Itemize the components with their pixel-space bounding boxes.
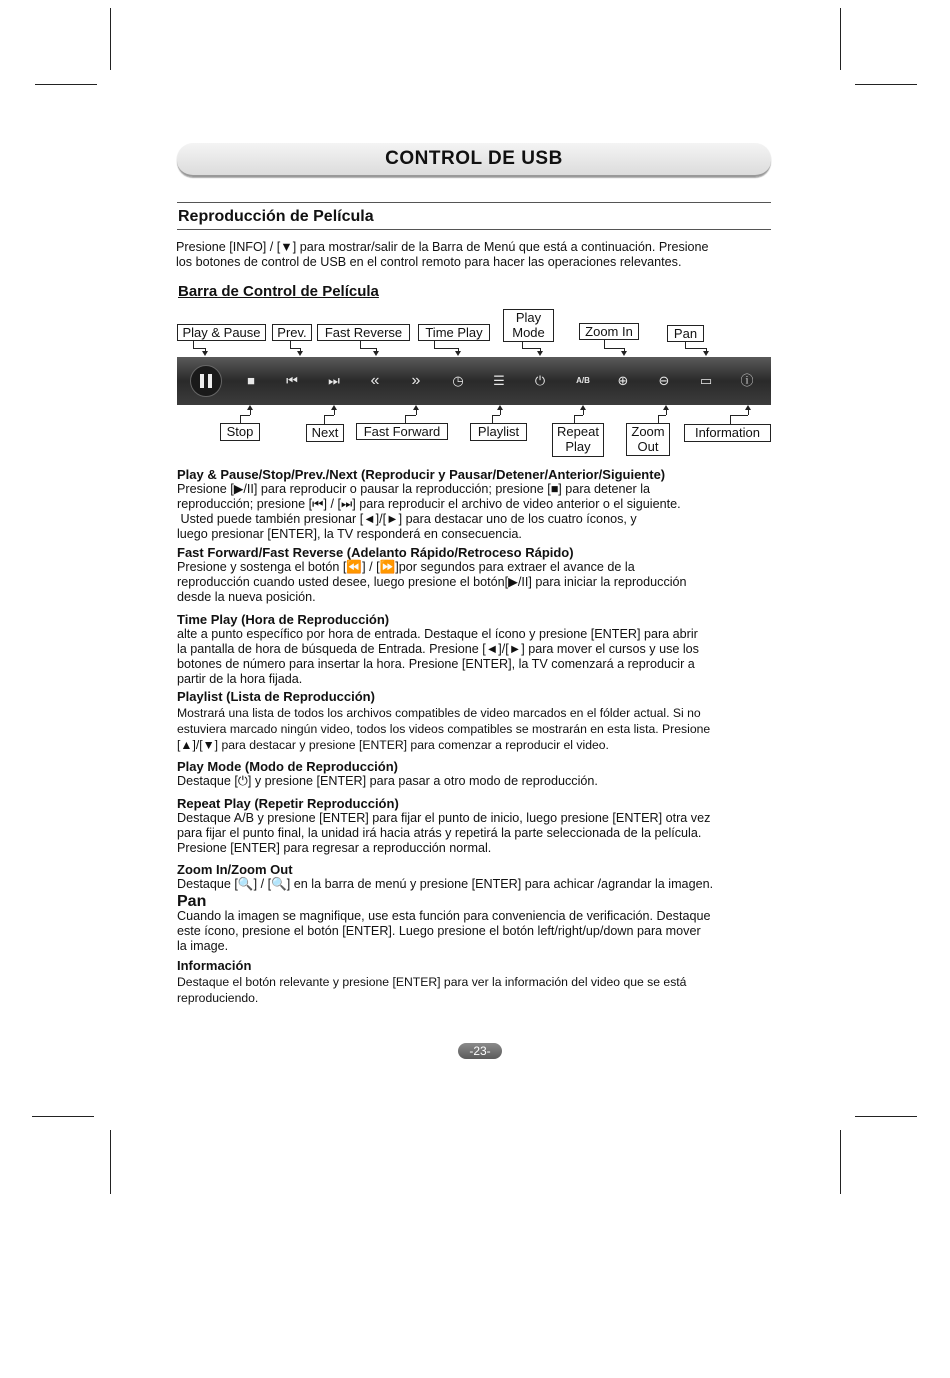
next-icon[interactable]: ⏭: [328, 373, 340, 388]
label-line: Mode: [512, 325, 545, 340]
section-title: Reproducción de Película: [178, 208, 374, 225]
connector-line: [193, 341, 194, 348]
crop-mark: [855, 1116, 917, 1117]
divider: [177, 229, 771, 230]
label-fast-forward: Fast Forward: [356, 423, 448, 440]
arrow-down-icon: [703, 351, 709, 356]
information-icon[interactable]: ⓘ: [740, 373, 754, 388]
fast-forward-icon[interactable]: »: [411, 372, 421, 389]
section-heading: Información: [177, 958, 252, 973]
paragraph-line: Presione [ENTER] para regresar a reproducción normal.: [177, 841, 492, 855]
section-time-play: [177, 612, 777, 687]
header-banner: [177, 143, 771, 177]
label-prev: Prev.: [272, 324, 312, 341]
label-play-mode: [503, 309, 554, 342]
connector-line: [334, 410, 335, 415]
intro-paragraph: [176, 240, 776, 270]
connector-line: [290, 341, 291, 348]
section-heading: Play Mode (Modo de Reproducción): [177, 759, 399, 774]
connector-line: [574, 415, 583, 416]
section-zoom: [177, 862, 777, 892]
paragraph-line: para fijar el punto final, la unidad irá hacia atrás y repetirá la parte seleccionada de la película.: [177, 826, 702, 840]
intro-line: Presione [INFO] / [▼] para mostrar/salir de la Barra de Menú que está a continuación. Presione: [176, 240, 709, 254]
arrow-down-icon: [297, 351, 303, 356]
playlist-icon[interactable]: ☰: [493, 373, 505, 388]
connector-line: [574, 415, 575, 423]
label-pan: Pan: [667, 325, 704, 342]
arrow-down-icon: [202, 351, 208, 356]
zoom-out-icon[interactable]: ⊖: [658, 373, 670, 388]
pan-icon[interactable]: ▭: [699, 373, 713, 388]
paragraph-line: reproducción cuando usted desee, luego presione el botón[▶/II] para iniciar la reproducción: [177, 575, 687, 589]
connector-line: [666, 410, 667, 415]
crop-mark: [35, 84, 97, 85]
connector-line: [748, 410, 749, 415]
connector-line: [434, 348, 458, 349]
connector-line: [730, 415, 731, 424]
section-play-mode: [177, 759, 777, 789]
label-playlist: Playlist: [470, 423, 527, 441]
connector-line: [193, 348, 205, 349]
paragraph-line: este ícono, presione el botón [ENTER]. Luego presione el botón left/right/up/down para mover: [177, 924, 701, 938]
intro-line: los botones de control de USB en el control remoto para hacer las operaciones relevantes.: [176, 255, 682, 269]
paragraph-line: la pantalla de hora de búsqueda de Entrada. Presione [◄]/[►] para mover el cursos y use los: [177, 642, 699, 656]
label-next: Next: [306, 424, 344, 442]
connector-line: [730, 415, 748, 416]
play-pause-icon[interactable]: [190, 365, 222, 397]
connector-line: [324, 415, 334, 416]
connector-line: [250, 410, 251, 415]
paragraph-line: Destaque [🔍] / [🔍] en la barra de menú y presione [ENTER] para achicar /agrandar la imagen.: [177, 877, 714, 891]
section-heading: Repeat Play (Repetir Reproducción): [177, 796, 399, 811]
paragraph-line: estuviera marcado ningún video, todos los videos compatibles se mostrarán en esta lista. Presione: [177, 722, 711, 736]
paragraph-line: reproduciendo.: [177, 991, 259, 1005]
paragraph-line: partir de la hora fijada.: [177, 672, 303, 686]
arrow-down-icon: [455, 351, 461, 356]
divider: [177, 202, 771, 203]
arrow-down-icon: [621, 351, 627, 356]
connector-line: [522, 348, 540, 349]
section-pan: [177, 894, 777, 954]
connector-line: [492, 415, 493, 423]
section-heading: Play & Pause/Stop/Prev./Next (Reproducir y Pausar/Detener/Anterior/Siguiente): [177, 467, 666, 482]
movie-control-bar: [177, 357, 771, 405]
connector-line: [604, 340, 605, 348]
section-heading: Pan: [177, 893, 207, 910]
label-fast-reverse: Fast Reverse: [317, 324, 410, 341]
paragraph-line: Destaque [⏻] y presione [ENTER] para pasar a otro modo de reproducción.: [177, 774, 598, 788]
label-line: Repeat: [557, 424, 599, 439]
connector-line: [360, 348, 376, 349]
paragraph-line: [▲]/[▼] para destacar y presione [ENTER] para comenzar a reproducir el video.: [177, 738, 609, 752]
arrow-down-icon: [537, 351, 543, 356]
label-information: Information: [684, 424, 771, 442]
label-line: Out: [637, 439, 659, 454]
crop-mark: [110, 1130, 111, 1194]
connector-line: [240, 415, 241, 423]
label-line: Play: [515, 310, 542, 325]
connector-line: [492, 415, 500, 416]
paragraph-line: desde la nueva posición.: [177, 590, 316, 604]
connector-line: [416, 410, 417, 415]
play-mode-icon[interactable]: ⏻: [534, 373, 546, 388]
section-heading: Fast Forward/Fast Reverse (Adelanto Rápido/Retroceso Rápido): [177, 545, 574, 560]
connector-line: [583, 410, 584, 415]
label-repeat-play: [552, 423, 604, 457]
zoom-in-icon[interactable]: ⊕: [617, 373, 629, 388]
repeat-ab-icon[interactable]: A/B: [576, 376, 590, 385]
paragraph-line: la image.: [177, 939, 229, 953]
label-zoom-in: Zoom In: [579, 323, 639, 340]
connector-line: [658, 415, 666, 416]
crop-mark: [855, 84, 917, 85]
section-information: [177, 958, 777, 1006]
section-playlist: [177, 689, 777, 753]
connector-line: [685, 348, 706, 349]
paragraph-line: luego presionar [ENTER], la TV responderá en consecuencia.: [177, 527, 522, 541]
subsection-title: Barra de Control de Película: [178, 283, 379, 300]
arrow-down-icon: [373, 351, 379, 356]
paragraph-line: alte a punto específico por hora de entrada. Destaque el ícono y presione [ENTER] para abrir: [177, 627, 698, 641]
connector-line: [500, 410, 501, 415]
label-line: Zoom: [631, 424, 665, 439]
paragraph-line: Presione y sostenga el botón [⏪] / [⏩]por segundos para extraer el avance de la: [177, 560, 635, 574]
paragraph-line: Cuando la imagen se magnifique, use esta función para conveniencia de verificación. Destaque: [177, 909, 711, 923]
connector-line: [324, 415, 325, 424]
paragraph-line: Usted puede también presionar [◄]/[►] para destacar uno de los cuatro íconos, y: [177, 512, 637, 526]
connector-line: [360, 341, 361, 348]
label-stop: Stop: [220, 423, 260, 441]
connector-line: [290, 348, 300, 349]
connector-line: [405, 415, 406, 423]
section-heading: Time Play (Hora de Reproducción): [177, 612, 390, 627]
connector-line: [240, 415, 250, 416]
connector-line: [658, 415, 659, 423]
fast-reverse-icon[interactable]: «: [370, 372, 380, 389]
crop-mark: [32, 1116, 94, 1117]
connector-line: [604, 348, 624, 349]
paragraph-line: Destaque el botón relevante y presione [ENTER] para ver la información del video que se está: [177, 975, 687, 989]
paragraph-line: Destaque A/B y presione [ENTER] para fijar el punto de inicio, luego presione [ENTER] otra vez: [177, 811, 711, 825]
section-repeat-play: [177, 796, 777, 856]
label-time-play: Time Play: [418, 324, 490, 341]
section-heading: Zoom In/Zoom Out: [177, 862, 293, 877]
stop-icon[interactable]: ■: [247, 373, 255, 388]
label-play-pause: Play & Pause: [177, 324, 266, 341]
label-zoom-out: [626, 423, 670, 456]
paragraph-line: reproducción; presione [⏮] / [⏭] para reproducir el archivo de video anterior o el siguiente.: [177, 497, 681, 511]
page-title: CONTROL DE USB: [385, 148, 563, 169]
prev-icon[interactable]: ⏮: [286, 373, 298, 388]
paragraph-line: botones de número para insertar la hora. Presione [ENTER], la TV comenzará a reproducir a: [177, 657, 695, 671]
crop-mark: [110, 8, 111, 70]
paragraph-line: Mostrará una lista de todos los archivos compatibles de video marcados en el fólder actual. Si no: [177, 706, 701, 720]
section-fast-forward: [177, 545, 777, 605]
connector-line: [434, 341, 435, 348]
crop-mark: [840, 8, 841, 70]
crop-mark: [840, 1130, 841, 1194]
connector-line: [405, 415, 416, 416]
section-heading: Playlist (Lista de Reproducción): [177, 689, 375, 704]
paragraph-line: Presione [▶/II] para reproducir o pausar la reproducción; presione [■] para detener la: [177, 482, 651, 496]
page-number: -23-: [458, 1043, 502, 1059]
time-play-icon[interactable]: ◷: [452, 373, 464, 388]
section-play-pause: [177, 467, 777, 542]
label-line: Play: [565, 439, 591, 454]
